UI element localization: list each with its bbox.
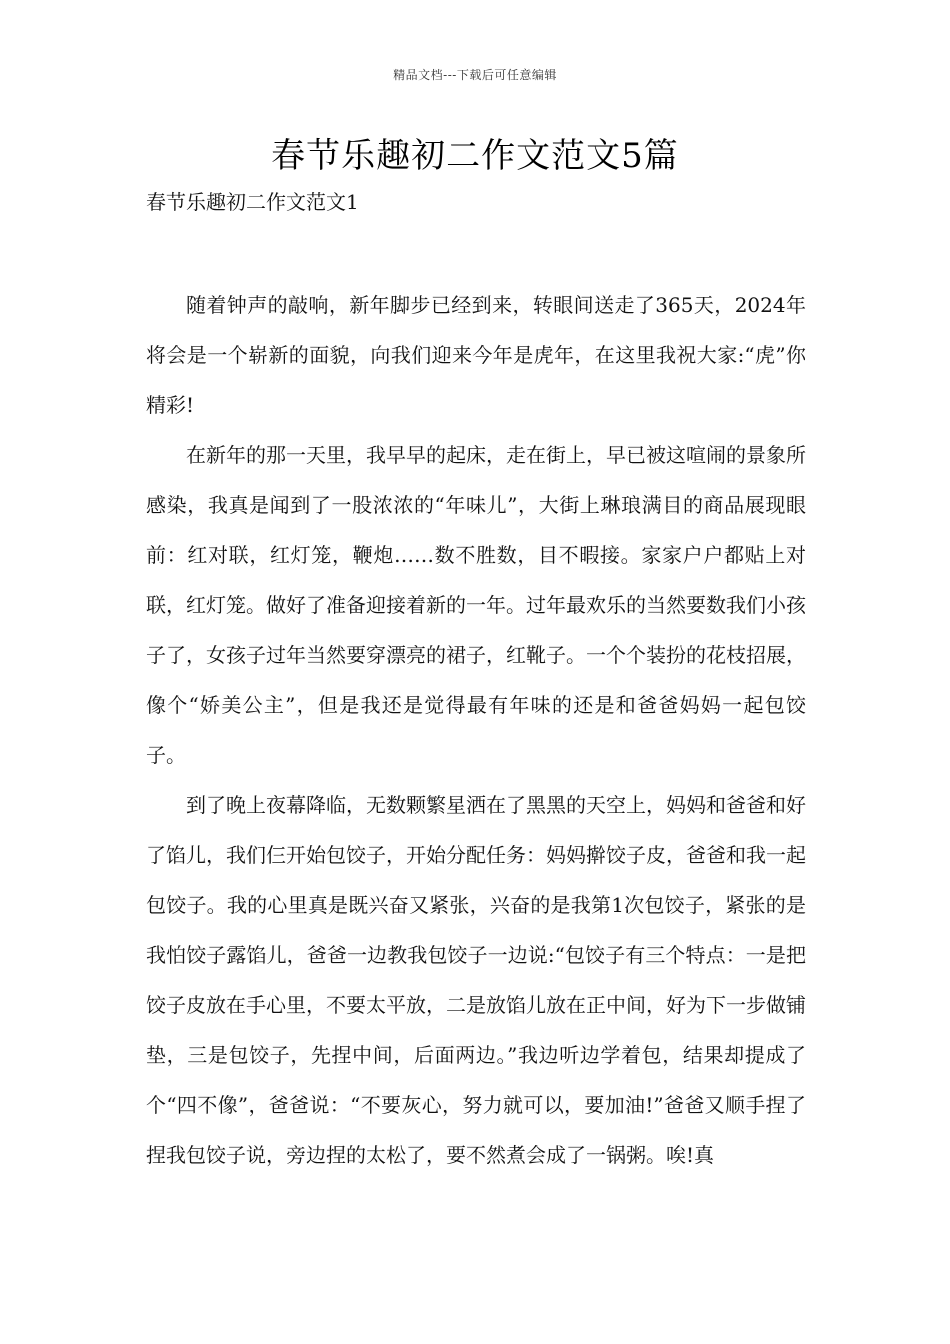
section-subtitle: 春节乐趣初二作文范文1 (146, 190, 359, 214)
paragraph-1: 随着钟声的敲响，新年脚步已经到来，转眼间送走了365天，2024年将会是一个崭新的面貌，向我们迎来今年是虎年，在这里我祝大家:“虎”你精彩! (146, 293, 806, 417)
document-title: 春节乐趣初二作文范文5篇 (271, 136, 679, 176)
header-note: 精品文档---下载后可任意编辑 (393, 68, 557, 82)
paragraph-2: 在新年的那一天里，我早早的起床，走在街上，早已被这喧闹的景象所感染，我真是闻到了一股浓浓的“年味儿”，大街上琳琅满目的商品展现眼前：红对联，红灯笼，鞭炮……数不胜数，目不暇接。家家户户都贴上对联，红灯笼。做好了准备迎接着新的一年。过年最欢乐的当然要数我们小孩子了，女孩子过年当然要穿漂亮的裙子，红靴子。一个个装扮的花枝招展，像个“娇美公主”，但是我还是觉得最有年味的还是和爸爸妈妈一起包饺子。 (146, 443, 806, 767)
body-text (146, 280, 806, 1180)
paragraph-3: 到了晚上夜幕降临，无数颗繁星洒在了黑黑的天空上，妈妈和爸爸和好了馅儿，我们仨开始包饺子，开始分配任务：妈妈擀饺子皮，爸爸和我一起包饺子。我的心里真是既兴奋又紧张，兴奋的是我第1次包饺子，紧张的是我怕饺子露馅儿，爸爸一边教我包饺子一边说:“包饺子有三个特点：一是把饺子皮放在手心里，不要太平放，二是放馅儿放在正中间，好为下一步做铺垫，三是包饺子，先捏中间，后面两边。”我边听边学着包，结果却提成了个“四不像”，爸爸说：“不要灰心，努力就可以，要加油!”爸爸又顺手捏了捏我包饺子说，旁边捏的太松了，要不然煮会成了一锅粥。唉!真 (146, 793, 806, 1167)
